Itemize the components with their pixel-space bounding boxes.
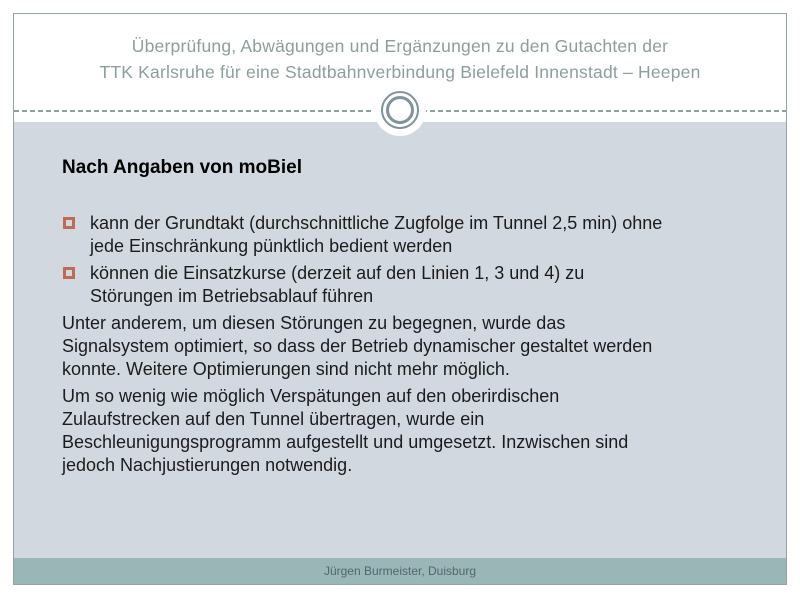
circle-ring-inner: [386, 96, 414, 124]
bullet-list: [62, 212, 746, 308]
paragraph-2-line-3: Beschleunigungsprogramm aufgestellt und umgesetzt. Inzwischen sind: [62, 432, 629, 452]
footer-author: Jürgen Burmeister, Duisburg: [323, 564, 477, 578]
footer-bar: [14, 558, 786, 584]
paragraph-1: [62, 312, 746, 381]
paragraph-1-line-1: Unter anderem, um diesen Störungen zu begegnen, wurde das: [62, 313, 566, 333]
bullet-item-2: [62, 262, 746, 308]
bullet-item-1: [62, 212, 746, 258]
slide-title-line-2: TTK Karlsruhe für eine Stadtbahnverbindung Bielefeld Innenstadt – Heepen: [99, 62, 701, 82]
bullet-2-line-1: können die Einsatzkurse (derzeit auf den Linien 1, 3 und 4) zu: [90, 263, 585, 283]
content-heading: Nach Angaben von moBiel: [62, 157, 302, 178]
bullet-1-line-1: kann der Grundtakt (durchschnittliche Zugfolge im Tunnel 2,5 min) ohne: [90, 213, 663, 233]
hollow-square-bullet-icon: [63, 267, 75, 279]
circle-ring-outer: [381, 91, 419, 129]
slide-title: [14, 14, 786, 85]
bullet-item-1-text: [90, 212, 662, 258]
paragraph-2-line-1: Um so wenig wie möglich Verspätungen auf den oberirdischen: [62, 386, 560, 406]
circle-ornament-icon: [374, 84, 426, 136]
paragraph-2-line-4: jedoch Nachjustierungen notwendig.: [62, 455, 353, 475]
paragraph-2: [62, 385, 746, 477]
paragraph-2-line-2: Zulaufstrecken auf den Tunnel übertragen, wurde ein: [62, 409, 485, 429]
paragraph-1-line-3: konnte. Weitere Optimierungen sind nicht mehr möglich.: [62, 359, 510, 379]
bullet-item-2-text: [90, 262, 584, 308]
bullet-2-line-2: Störungen im Betriebsablauf führen: [90, 286, 374, 306]
content-area: [14, 122, 786, 558]
slide-frame-border: [13, 13, 787, 585]
slide-title-line-1: Überprüfung, Abwägungen und Ergänzungen zu den Gutachten der: [131, 36, 669, 56]
hollow-square-bullet-icon: [63, 217, 75, 229]
bullet-1-line-2: jede Einschränkung pünktlich bedient werden: [90, 236, 453, 256]
paragraph-1-line-2: Signalsystem optimiert, so dass der Betrieb dynamischer gestaltet werden: [62, 336, 653, 356]
